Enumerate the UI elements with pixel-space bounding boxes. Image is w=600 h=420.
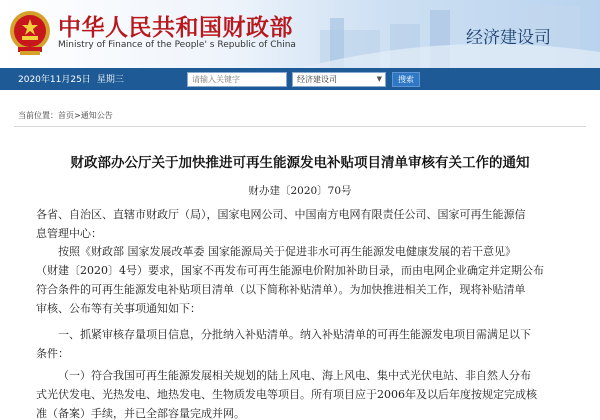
date-text: 2020年11月25日 xyxy=(18,75,91,85)
body-line: 审核、公布等有关事项通知如下： xyxy=(36,302,201,315)
department-select-value: 经济建设司 xyxy=(297,75,337,84)
department-name[interactable]: 经济建设司 xyxy=(466,28,551,48)
top-navbar xyxy=(0,68,600,90)
breadcrumb-prefix: 当前位置： xyxy=(18,111,58,120)
body-line: 条件： xyxy=(36,347,69,360)
breadcrumb xyxy=(18,110,113,121)
breadcrumb-current-link[interactable]: 通知公告 xyxy=(80,111,113,120)
body-line: （一）符合我国可再生能源发展相关规划的陆上风电、海上风电、集中式光伏电站、非自然人分布 xyxy=(58,369,531,382)
body-line: 按照《财政部 国家发展改革委 国家能源局关于促进非水可再生能源发电健康发展的若干意见》 xyxy=(58,245,516,258)
body-line: 准（备案）手续，并已全部容量完成并网。 xyxy=(36,407,245,420)
site-header xyxy=(0,0,600,68)
body-line: 各省、自治区、直辖市财政厅（局），国家电网公司、中国南方电网有限责任公司、国家可再生能源信 xyxy=(36,208,526,221)
breadcrumb-separator: > xyxy=(74,111,81,120)
building-banner-image xyxy=(300,0,600,68)
breadcrumb-home-link[interactable]: 首页 xyxy=(58,111,74,120)
national-emblem-icon xyxy=(8,9,52,57)
document-number: 财办建〔2020〕70号 xyxy=(248,185,352,197)
body-line: 式光伏发电、光热发电、地热发电、生物质发电等项目。所有项目应于2006年及以后年度按规定完成核 xyxy=(36,388,537,401)
body-line: 一、抓紧审核存量项目信息，分批纳入补贴清单。纳入补贴清单的可再生能源发电项目需满足以下 xyxy=(58,328,531,341)
site-title-cn: 中华人民共和国财政部 xyxy=(58,15,293,41)
search-input[interactable] xyxy=(187,72,287,87)
department-select[interactable] xyxy=(292,72,386,87)
article-title: 财政部办公厅关于加快推进可再生能源发电补贴项目清单审核有关工作的通知 xyxy=(70,155,530,171)
body-line: （财建〔2020〕4号）要求，国家不再发布可再生能源电价附加补助目录，而由电网企业确定并定期公布 xyxy=(36,264,544,277)
body-line: 符合条件的可再生能源发电补贴项目清单（以下简称补贴清单）。为加快推进相关工作，现将补贴清单 xyxy=(36,283,526,296)
chevron-down-icon: ▼ xyxy=(376,75,382,83)
current-date xyxy=(18,72,130,85)
content-divider xyxy=(14,126,586,127)
weekday-text: 星期三 xyxy=(96,75,124,85)
site-title-en: Ministry of Finance of the People' s Republic of China xyxy=(58,40,296,50)
body-line: 息管理中心： xyxy=(36,227,102,240)
search-button[interactable]: 搜索 xyxy=(392,72,420,87)
